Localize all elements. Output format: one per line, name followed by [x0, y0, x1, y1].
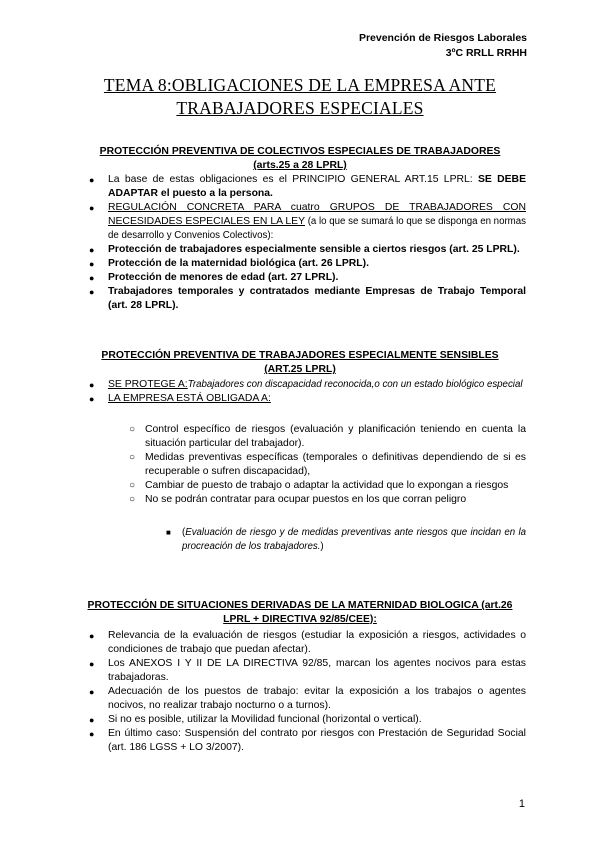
list-item: [75, 378, 526, 392]
list-item: [75, 173, 526, 201]
section-2-item-1-italic: Trabajadores con discapacidad reconocida,o con un estado biológico especial: [187, 379, 523, 390]
list-item: ● Los ANEXOS I Y II DE LA DIRECTIVA 92/85, marcan los agentes nocivos para estas trabajadoras.: [75, 657, 526, 685]
section-2-subsublist: [75, 526, 526, 554]
section-1-item-1-text: La base de estas obligaciones es el PRINCIPIO GENERAL ART.15 LPRL:: [108, 174, 478, 185]
section-3-list: [75, 629, 526, 755]
list-item: ● Si no es posible, utilizar la Movilidad funcional (horizontal o vertical).: [75, 713, 526, 727]
list-item: [75, 392, 526, 406]
list-item: ● En último caso: Suspensión del contrato por riesgos con Prestación de Seguridad Social (art. 186 LGSS + LO 3/2007).: [75, 727, 526, 755]
section-1-item-2-underlined: REGULACIÓN CONCRETA PARA cuatro GRUPOS DE TRABAJADORES CON NECESIDADES ESPECIALES EN LA LEY: [108, 202, 526, 227]
list-item: ● Trabajadores temporales y contratados mediante Empresas de Trabajo Temporal (art. 28 LPRL).: [75, 285, 526, 313]
section-2-list: [75, 378, 526, 406]
section-1-list: [75, 173, 526, 313]
list-item: ● Protección de trabajadores especialmente sensible a ciertos riesgos (art. 25 LPRL).: [75, 243, 526, 257]
section-1-title-line-2: (arts.25 a 28 LPRL): [253, 160, 347, 171]
section-2-title: [75, 349, 525, 377]
header-group: 3ºC RRLL RRHH: [445, 47, 527, 59]
section-2-sublist: [75, 423, 526, 507]
section-3-title: [70, 599, 530, 627]
list-item: [75, 526, 526, 554]
list-item: ○ No se podrán contratar para ocupar puestos en los que corran peligro: [75, 493, 526, 507]
page-header: [359, 31, 527, 61]
section-1-item-2-note: (a lo que se sumará lo que se disponga en normas de desarrollo y Convenios Colectivos):: [108, 216, 526, 241]
list-item: ● Protección de la maternidad biológica (art. 26 LPRL).: [75, 257, 526, 271]
document-title: [60, 74, 540, 120]
header-course: Prevención de Riesgos Laborales: [358, 32, 527, 44]
page-number: 1: [518, 798, 525, 810]
section-3-title-line-2: LPRL + DIRECTIVA 92/85/CEE):: [223, 614, 377, 625]
section-1-title: [75, 145, 525, 173]
list-item: ○ Cambiar de puesto de trabajo o adaptar la actividad que lo expongan a riesgos: [75, 479, 526, 493]
section-1-item-1-bold: SE DEBE ADAPTAR el puesto a la persona.: [108, 174, 526, 199]
list-item: ● Protección de menores de edad (art. 27 LPRL).: [75, 271, 526, 285]
section-3-title-line-1: PROTECCIÓN DE SITUACIONES DERIVADAS DE LA MATERNIDAD BIOLOGICA (art.26: [87, 600, 513, 611]
list-item: ● Relevancia de la evaluación de riesgos (estudiar la exposición a riesgos, actividades o condiciones de trabajo que puedan afectar).: [75, 629, 526, 657]
list-item: ● Adecuación de los puestos de trabajo: evitar la exposición a los trabajos o agentes nocivos, no realizar trabajo nocturno o a turnos).: [75, 685, 526, 713]
list-item: ○ Control específico de riesgos (evaluación y planificación teniendo en cuenta la situación particular del trabajador).: [75, 423, 526, 451]
paren-open: (: [182, 527, 186, 538]
section-1-title-line-1: PROTECCIÓN PREVENTIVA DE COLECTIVOS ESPECIALES DE TRABAJADORES: [99, 146, 501, 157]
section-2-title-line-2: (ART.25 LPRL): [264, 364, 336, 375]
list-item: [75, 201, 526, 243]
section-2-item-1-underlined: SE PROTEGE A:: [108, 379, 188, 390]
paren-close: ): [320, 541, 324, 552]
section-2-title-line-1: PROTECCIÓN PREVENTIVA DE TRABAJADORES ESPECIALMENTE SENSIBLES: [101, 350, 499, 361]
list-item: ○ Medidas preventivas específicas (temporales o definitivas dependiendo de si es recuperable o sufren discapacidad),: [75, 451, 526, 479]
section-2-item-2-underlined: LA EMPRESA ESTÁ OBLIGADA A:: [108, 393, 271, 404]
title-line-2: TRABAJADORES ESPECIALES: [176, 98, 424, 118]
title-line-1: TEMA 8:OBLIGACIONES DE LA EMPRESA ANTE: [103, 75, 497, 95]
section-2-subsub-italic: Evaluación de riesgo y de medidas preventivas ante riesgos que incidan en la procreación de los trabajadores.: [182, 527, 526, 552]
